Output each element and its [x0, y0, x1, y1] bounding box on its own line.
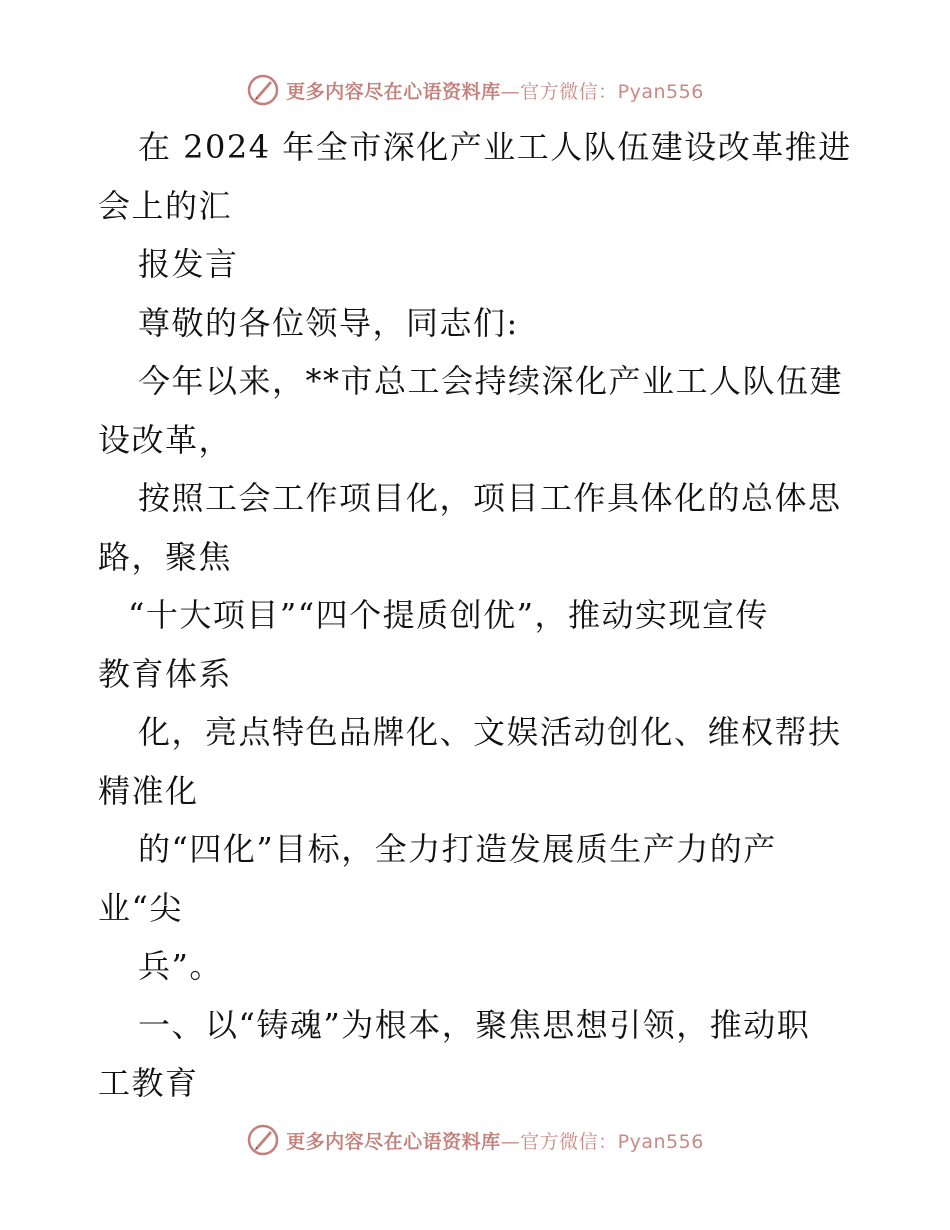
- text-line: 教育体系: [98, 654, 233, 693]
- watermark-text: [286, 77, 704, 104]
- text-line: 工教育: [98, 1064, 199, 1102]
- text-line: 一、以“铸魂”为根本，聚焦思想引领，推动职: [138, 1005, 811, 1044]
- watermark-main: 更多内容尽在心语资料库: [286, 1130, 501, 1153]
- quill-logo-icon: [246, 73, 280, 107]
- text-line: 今年以来，**市总工会持续深化产业工人队伍建: [138, 362, 844, 400]
- text-line: 会上的汇: [98, 186, 233, 225]
- quill-logo-icon: [246, 1123, 280, 1157]
- watermark-sub: —官方微信：Pyan556: [500, 1130, 704, 1153]
- text-line: 化，亮点特色品牌化、文娱活动创化、维权帮扶: [138, 713, 842, 751]
- text-line: 设改革，: [98, 420, 233, 459]
- watermark-main: 更多内容尽在心语资料库: [286, 80, 501, 103]
- watermark-sub: —官方微信：Pyan556: [500, 80, 704, 103]
- text-line: 精准化: [98, 771, 199, 810]
- text-line: 在 2024 年全市深化产业工人队伍建设改革推进: [138, 128, 852, 166]
- text-line: 按照工会工作项目化，项目工作具体化的总体思: [138, 479, 842, 517]
- text-line: 尊敬的各位领导，同志们:: [138, 303, 519, 342]
- watermark-text: [286, 1127, 704, 1154]
- header-watermark: [0, 70, 950, 110]
- footer-watermark: [0, 1120, 950, 1160]
- text-line: 报发言: [138, 245, 239, 283]
- text-line: 路，聚焦: [98, 537, 233, 576]
- text-line: 业“尖: [98, 888, 183, 927]
- text-line: 的“四化”目标，全力打造发展质生产力的产: [138, 830, 777, 868]
- text-line: 兵”。: [138, 947, 223, 985]
- text-line: “十大项目”“四个提质创优”，推动实现宣传: [128, 596, 769, 634]
- document-body: [98, 118, 858, 1113]
